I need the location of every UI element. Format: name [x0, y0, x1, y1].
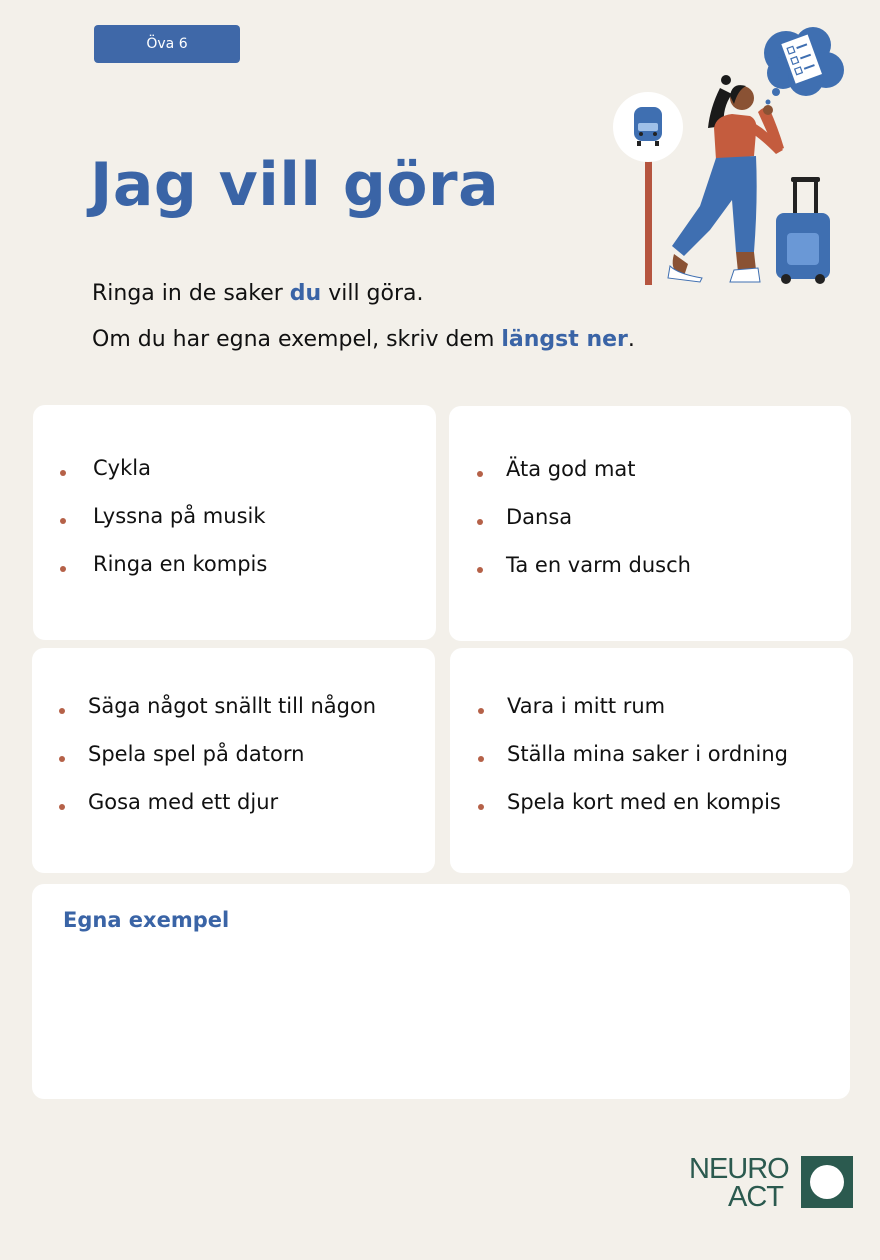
activity-card-1 — [33, 405, 436, 640]
activity-label: Ringa en kompis — [93, 552, 268, 576]
thinking-person-icon — [668, 75, 784, 282]
suitcase-icon — [776, 177, 830, 284]
activity-label: Ställa mina saker i ordning — [507, 742, 788, 766]
bullet-icon — [59, 708, 65, 714]
bullet-icon — [477, 519, 483, 525]
bullet-icon — [60, 566, 66, 572]
logo-line-2: ACT — [728, 1181, 783, 1213]
intro-line-1 — [92, 281, 424, 306]
activity-label: Ta en varm dusch — [506, 553, 691, 577]
page-title: Jag vill göra — [90, 150, 500, 220]
activity-label: Dansa — [506, 505, 573, 529]
own-examples-card[interactable] — [32, 884, 850, 1099]
activity-label: Spela kort med en kompis — [507, 790, 781, 814]
intro-line-2-end: . — [627, 327, 635, 352]
bullet-icon — [478, 708, 484, 714]
intro-line-2 — [92, 327, 635, 352]
activity-label: Säga något snällt till någon — [88, 694, 377, 718]
bullet-icon — [478, 804, 484, 810]
bullet-icon — [478, 756, 484, 762]
intro-line-2-emphasis: längst ner — [501, 327, 628, 352]
bullet-icon — [60, 470, 66, 476]
activity-label: Äta god mat — [506, 457, 636, 481]
bus-stop-sign-icon — [613, 92, 683, 285]
activity-label: Gosa med ett djur — [88, 790, 279, 814]
activity-label: Vara i mitt rum — [507, 694, 666, 718]
logo-mark-icon — [801, 1156, 853, 1208]
bullet-icon — [59, 804, 65, 810]
activity-card-2 — [449, 406, 851, 641]
bullet-icon — [477, 567, 483, 573]
activity-label: Spela spel på datorn — [88, 742, 305, 766]
intro-line-1-start: Ringa in de saker — [92, 281, 290, 306]
bullet-icon — [477, 471, 483, 477]
activity-label: Lyssna på musik — [93, 504, 266, 528]
intro-line-2-start: Om du har egna exempel, skriv dem — [92, 327, 502, 352]
intro-line-1-end: vill göra. — [321, 281, 424, 306]
bullet-icon — [60, 518, 66, 524]
bullet-icon — [59, 756, 65, 762]
checklist-thought-bubble-icon — [764, 27, 844, 105]
neuroact-logo-icon — [688, 1152, 854, 1212]
activity-card-4 — [450, 648, 853, 873]
own-examples-heading: Egna exempel — [63, 908, 230, 932]
intro-line-1-emphasis: du — [289, 281, 322, 306]
logo-line-1: NEURO — [689, 1153, 789, 1185]
traveler-illustration — [608, 20, 853, 290]
exercise-badge: Öva 6 — [94, 25, 240, 63]
activity-card-3 — [32, 648, 435, 873]
activity-label: Cykla — [93, 456, 151, 480]
